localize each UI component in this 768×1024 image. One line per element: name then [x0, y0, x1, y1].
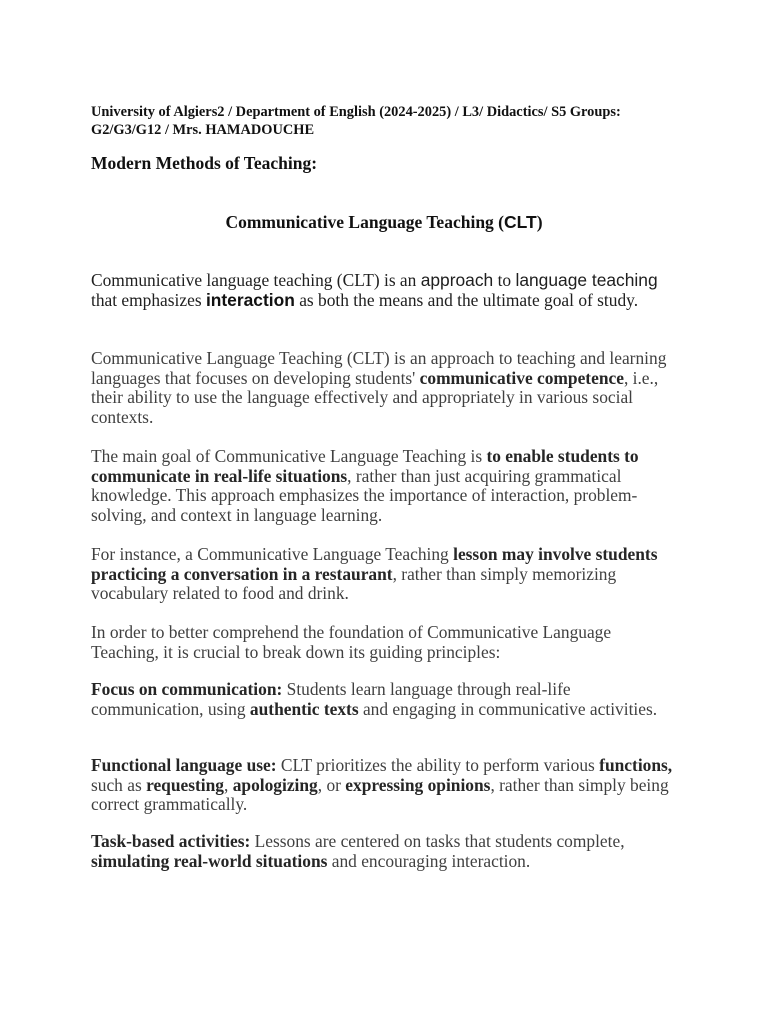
paragraph-example — [91, 545, 681, 604]
document-title-abbr: CLT — [504, 212, 537, 232]
p6-bold-2: authentic texts — [249, 698, 359, 719]
p7-text-1: CLT prioritizes the ability to perform various — [276, 755, 600, 775]
p1-text-3: that emphasizes — [91, 289, 206, 310]
p2-text-2: , i.e., their ability to use the language effectively and appropriately in various social contexts. — [91, 367, 659, 428]
p6-text-2: and engaging in communicative activities. — [358, 698, 658, 719]
p7-text-5: , rather than simply being correct grammatically. — [91, 774, 669, 815]
p4-text-1: For instance, a Communicative Language Teaching — [91, 544, 454, 564]
paragraph-principles-intro — [91, 623, 681, 662]
p7-heading: Functional language use: — [91, 755, 277, 775]
p1-link-language-teaching: language teaching — [515, 270, 658, 290]
p7-bold-5: expressing opinions — [345, 774, 491, 795]
p2-text-1: Communicative Language Teaching (CLT) is an approach to teaching and learning languages that focuses on developing students' — [91, 348, 667, 388]
p1-text-4: as both the means and the ultimate goal of study. — [294, 289, 639, 310]
paragraph-competence — [91, 349, 681, 428]
p7-text-4: , or — [317, 774, 346, 795]
p1-text-2: to — [493, 270, 516, 290]
principle-task-based — [91, 832, 681, 871]
p7-bold-2: functions, — [599, 755, 673, 775]
principle-focus-communication — [91, 680, 681, 719]
principle-functional-language — [91, 756, 681, 815]
p3-text-1: The main goal of Communicative Language Teaching is — [91, 446, 487, 466]
p8-text-2: and encouraging interaction. — [327, 850, 531, 871]
p2-bold-1: communicative competence — [419, 367, 624, 388]
p3-bold-1: to enable students to communicate in real-life situations — [91, 446, 639, 486]
p8-text-1: Lessons are centered on tasks that students complete, — [250, 831, 625, 851]
p6-text-1: Students learn language through real-life communication, using — [91, 679, 571, 719]
paragraph-main-goal — [91, 447, 681, 526]
p7-bold-4: apologizing — [232, 774, 318, 795]
document-title-main: Communicative Language Teaching ( — [225, 212, 505, 232]
p1-bold-interaction: interaction — [205, 289, 295, 310]
p3-text-2: , rather than just acquiring grammatical knowledge. This approach emphasizes the importance of interaction, problem-solving, and context in language learning. — [91, 465, 638, 526]
document-title-close: ) — [536, 212, 543, 232]
p1-text-1: Communicative language teaching (CLT) is an — [91, 270, 421, 290]
p8-heading: Task-based activities: — [91, 831, 251, 851]
p7-text-3: , — [224, 774, 233, 795]
p5-text-1: In order to better comprehend the foundation of Communicative Language Teaching, it is crucial to break down its guiding principles: — [91, 622, 612, 662]
paragraph-definition — [91, 271, 681, 310]
p1-link-approach: approach — [420, 270, 494, 290]
course-header: University of Algiers2 / Department of English (2024-2025) / L3/ Didactics/ S5 Groups: G2/G3/G12 / Mrs. HAMADOUCHE — [91, 104, 621, 138]
p7-text-2: such as — [91, 774, 147, 795]
p7-bold-3: requesting — [146, 774, 225, 795]
p4-bold-1: lesson may involve students practicing a conversation in a restaurant — [91, 544, 658, 584]
p8-bold-2: simulating real-world situations — [91, 850, 328, 871]
p4-text-2: , rather than simply memorizing vocabulary related to food and drink. — [91, 563, 617, 604]
p6-heading: Focus on communication: — [91, 679, 283, 699]
section-title: Modern Methods of Teaching: — [91, 153, 318, 173]
document-title — [0, 212, 768, 233]
